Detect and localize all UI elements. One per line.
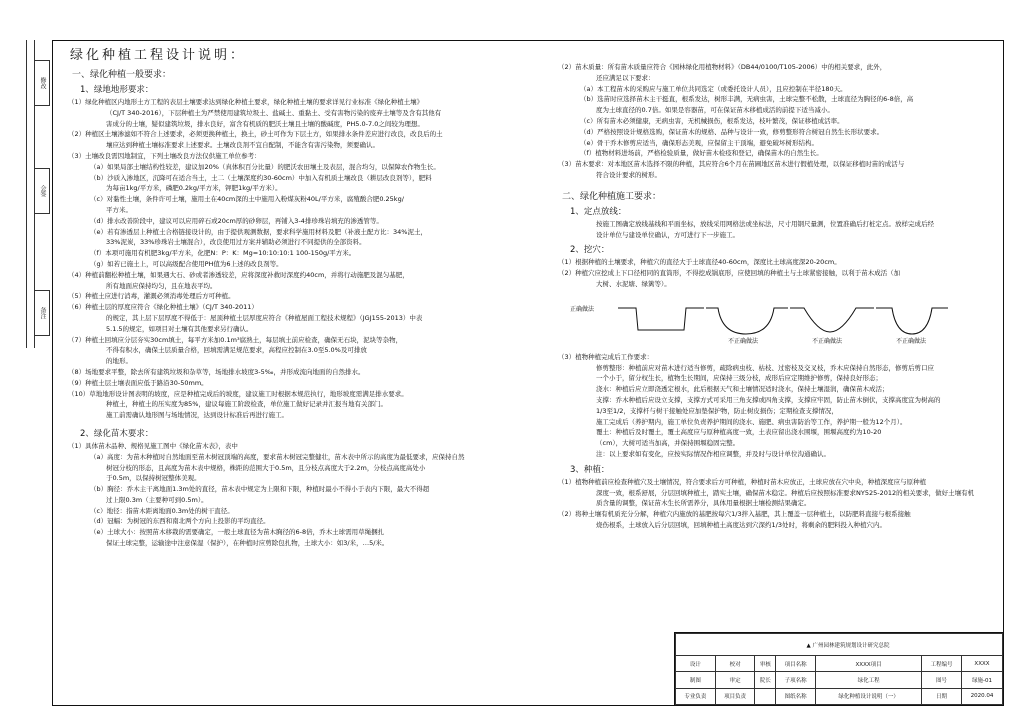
- titleblock-cell: XXXX项目: [815, 656, 921, 672]
- paragraph-line: （2）将种土壤有机质充分分解，种植穴内施放的基肥按每穴1/3拌入基肥，其上覆盖一层种植土，以防肥料直接与根系接触: [558, 510, 911, 519]
- paragraph-line: 按施工图确定放线基线和平面坐标，放线采用网格法或坐标法，尺寸用钢尺量测，位置准确后打桩定点。放样完成后经: [596, 219, 934, 228]
- binding-label-countersign: 会签: [34, 168, 50, 214]
- paragraph-line: （g）如若已施土上，可以高级配合使用PH值为6上述的改良剂等。: [90, 259, 283, 268]
- paragraph-line: （1）具体苗木品种、规格见施工图中《绿化苗木表》，表中: [68, 441, 238, 450]
- titleblock-cell: 绿施-01: [961, 672, 1002, 688]
- titleblock-row: [676, 688, 1003, 704]
- paragraph-line: 符合设计要求的树形。: [596, 170, 661, 179]
- diagram-incorrect-label: 不正确做法: [812, 337, 843, 345]
- titleblock-cell: 项目名称: [776, 656, 816, 672]
- paragraph-line: 施工前需确认地形图与场地情况，达到设计标准后再进行施工。: [106, 411, 288, 420]
- paragraph-line: （e）若有渗透层上种植土合格链接设计的，由于提供观测数据，要求科学施用材料及肥（补液土配方比：34%泥土，: [90, 227, 427, 236]
- paragraph-line: （b）选苗时应选择苗木主干挺直，根系发达，树形丰满，无病虫害，土球完整不松散，土球直径为胸径的6-8倍，高: [580, 95, 914, 104]
- paragraph-line: （cm），大树可适当加高，并保持围堰稳固完整。: [596, 439, 740, 448]
- paragraph-line: （5）种植土应进行消毒，灌溉必须消毒处理后方可种植。: [68, 292, 235, 301]
- subsection-2-3-heading: 3、种植：: [570, 464, 610, 475]
- paragraph-line: 支撑：乔木种植后应设立支撑，支撑方式可采用三角支撑或四角支撑，支撑应牢固，防止苗木倒伏，支撑高度宜为树高的: [596, 395, 941, 404]
- titleblock-cell: 工程编号: [922, 656, 962, 672]
- paragraph-line: （c）所有苗木必须健康，无病虫害，无机械损伤，根系发达，枝叶繁茂，保证移植成活率。: [580, 116, 844, 125]
- binding-line: [26, 40, 27, 348]
- subsection-2-2-heading: 2、挖穴：: [570, 245, 610, 256]
- paragraph-line: （b）胸径：乔木主干离地面1.3m处的直径，苗木表中规定为上限和下限，种植时最小不得小于表内下限，最大不得超: [90, 485, 430, 494]
- paragraph-line: （8）场地要求平整，除去所有建筑垃圾和杂草等，场地排水坡度3-5‰，并形成流向地面的自然排水。: [68, 367, 365, 376]
- paragraph-line: （e）土球大小：按照苗木移栽的需要确定，一般土球直径为苗木胸径的6-8倍，乔木土球需用草绳捆扎: [90, 528, 385, 537]
- paragraph-line: （f）植物材料进场前，严格检验质量，做好苗木检疫和登记，确保苗木的自然生长。: [580, 149, 823, 158]
- paragraph-line: （2）苗木质量：所有苗木质量应符合《园林绿化用植物材料》（DB44/0100/T105-2006）中的相关要求，此外，: [558, 63, 887, 71]
- paragraph-line: （2）种植穴应挖成上下口径相同的直筒形，不得挖成锅底形，应使回填的种植土与土球紧密接触，以利于苗木成活（加: [558, 269, 901, 278]
- section-2-heading: 二、绿化种植施工要求：: [562, 191, 662, 202]
- paragraph-line: （e）骨干乔木修剪应适当，确保形态美观，应保留主干顶端，避免破坏树形结构。: [580, 138, 818, 147]
- titleblock-cell: 绿化种植设计说明（一）: [815, 688, 921, 704]
- hole-incorrect-2: [790, 308, 874, 332]
- subsection-1-1-body: [66, 97, 546, 421]
- page-title: 绿化种植工程设计说明：: [70, 48, 247, 63]
- paragraph-line: 种植土，种植土的压实度为85%，建议每施工阶段检查，单位施工做好记录并汇报当地有关部门。: [106, 400, 387, 409]
- paragraph-line: 害成分的土壤，疑似建筑垃圾，排水良好，富含有机质的肥沃土壤且土壤的酸碱度，PH5.0-7.0之间较为理想。: [106, 119, 424, 128]
- paragraph-line: （3）苗木要求：对本地区苗木选择不限的种植，其应符合6个月在苗圃地区苗木进行假植处理，以保证移植时苗的成活与: [558, 160, 905, 169]
- paragraph-line: 树冠分枝的形态，且高度为苗木表中规格，株距的范围大于0.5m，且分枝点高度大于2.2m，分枝点高度高处小: [106, 463, 426, 472]
- subsection-1-1-heading: 1、绿地地形要求：: [80, 85, 154, 95]
- paragraph-line: 平方米。: [106, 205, 132, 214]
- paragraph-line: （7）种植土回填应分层夯实30cm填土，每平方米加0.1m³腐熟土，每层填土前应检查，确保无石块，泥块等杂物，: [68, 335, 403, 344]
- paragraph-line: （d）严格按照设计规格选购，保证苗木的规格、品种与设计一致，修剪整形符合树冠自然生长形状要求。: [580, 127, 884, 136]
- paragraph-line: 设计单位与建设单位确认，方可进行下一步施工。: [596, 230, 739, 239]
- paragraph-line: （10）草地地形设计图表明的坡度，应是种植完成后的坡度，建议施工时根据本规范执行，地形坡度需满足排水要求。: [68, 389, 408, 398]
- paragraph-line: 保证土球完整，运输途中注意保湿（保护），在种植时应剪除包扎物，土球大小：如3/米，…5/米。: [106, 539, 389, 548]
- paragraph-line: 壤应达到种植土壤标准要求上述要求。土壤改良剂不宜自配制，不能含有害污染物，须要确认。: [106, 141, 379, 150]
- titleblock-cell: 院长: [755, 672, 776, 688]
- diagram-incorrect-label: 不正确做法: [728, 337, 759, 345]
- paragraph-line: （a）如果局部土壤结构性较差，建议加20%（真体积百分比量）的肥沃农田壤土及表层，混合均匀，以保障农作物生长。: [90, 162, 440, 171]
- titleblock-cell: 审核: [755, 656, 776, 672]
- titleblock-cell: 2020.04: [961, 688, 1002, 704]
- binding-margin: [4, 40, 50, 348]
- paragraph-line: 修剪整形：种植前应对苗木进行适当修剪，疏除病虫枝、枯枝、过密枝及交叉枝，乔木应保持自然形态，修剪后剪口应: [596, 363, 934, 372]
- titleblock-cell: XXXX: [961, 656, 1002, 672]
- paragraph-line: （4）种植前翻松种植土壤，如果遇大石、砂或者渗透较差，应将深度补救时深度约40cm，并将行动施肥及混匀基肥，: [68, 270, 409, 279]
- planting-hole-svg: [556, 294, 996, 346]
- paragraph-line: （2）种植区土壤渗滤如不符合上述要求，必须更换种植土，换土，砂土可作为下层土方，如果排水条件差应进行改良，改良后的土: [68, 130, 443, 139]
- section-1-heading: 一、绿化种植一般要求：: [72, 70, 172, 80]
- titleblock-cell: 设计: [676, 656, 716, 672]
- title-block: [674, 632, 1004, 706]
- paragraph-line: （d）冠幅：为树冠的东西和南北两个方向上投影的平均直径。: [90, 517, 270, 526]
- paragraph-line: （f）本项可施用有机肥3kg/平方米，化肥N：P：K：Mg=10:10:10:1 100-150g/平方米。: [90, 249, 356, 258]
- paragraph-line: 的规定，其上层下层厚度不得低于：屋顶种植土层厚度应符合《种植屋面工程技术规程》（JGJ155-2013）中表: [106, 313, 423, 322]
- paragraph-line: 深度一致，根系舒展，分层回填种植土，踏实土壤，确保苗木稳定。种植后应按照标准要求NY525-2012的相关要求，做好土壤有机: [596, 488, 975, 497]
- titleblock-cell: 图号: [922, 672, 962, 688]
- paragraph-line: （1）根据种植的土壤要求，种植穴的直径大于土球直径40-60cm，深度比土球高度深20-20cm。: [558, 258, 841, 267]
- paragraph-line: （1）植物种植前应检查种植穴及土壤情况，符合要求后方可种植，种植时苗木应放正，土球应放在穴中央，种植深度应与原种植: [558, 477, 927, 486]
- right-column: [556, 62, 996, 531]
- paragraph-line: 33%泥炭，33%珍珠岩土壤混合），改良使用过方案并辅助必须进行不同提供的全部资料。: [106, 238, 366, 247]
- paragraph-line: 不得有积水，确保土层质量合格，回填需满足规范要求，高程应控制在3.0至5.0%及可排放: [106, 346, 367, 355]
- titleblock-cell: 校对: [715, 656, 755, 672]
- paragraph-line: （a）高度：为苗木种植时自然地面至苗木树冠顶端的高度，要求苗木树冠完整健壮，苗木表中所示的高度为最低要求，应保持自然: [90, 452, 465, 461]
- paragraph-line: （1）绿化种植区内地形土方工程的表层土壤要求达到绿化种植土要求，绿化种植土壤的要求详见行业标准《绿化种植土壤》: [68, 98, 424, 106]
- paragraph-line: （b）沙质入渗地区，沉降可在适合当土，土二（土壤深度约30-60cm）中加入有机质土壤改良（耕层改良剂等），肥料: [90, 173, 432, 182]
- subsection-2-2-body: [556, 257, 996, 289]
- company-logo-icon: ▲: [806, 642, 813, 649]
- paragraph-line: 1/3至1/2，支撑杆与树干接触处应加垫保护物，防止树皮损伤；定期检查支撑情况，: [596, 406, 838, 415]
- titleblock-row: [676, 672, 1003, 688]
- titleblock-cell: [755, 688, 776, 704]
- paragraph-line: 于0.5m，以保持树冠整体美观。: [106, 474, 201, 483]
- paragraph-line: （6）种植土层的厚度应符合《绿化种植土壤》（CJ/T 340-2011）: [68, 303, 258, 312]
- subsection-2-1-heading: 1、定点放线：: [570, 206, 627, 217]
- hole-incorrect-3: [876, 308, 948, 334]
- subsection-2-3-body: [556, 477, 996, 531]
- titleblock-cell: 绿化工程: [815, 672, 921, 688]
- diagram-correct-label: 正确做法: [570, 305, 595, 313]
- paragraph-line: 过上限0.3m（主要种可到0.5m）。: [106, 495, 208, 504]
- subsection-2-2-notes: [556, 352, 996, 460]
- paragraph-line: 所有地面应保持均匀，且在地表平均。: [106, 281, 217, 290]
- titleblock-cell: 审定: [715, 672, 755, 688]
- titleblock-cell: 制图: [676, 672, 716, 688]
- paragraph-line: 为每亩1kg/平方米，磷肥0.2kg/平方米，钾肥1kg/平方米）。: [106, 184, 282, 193]
- diagram-incorrect-label: 不正确做法: [896, 337, 927, 345]
- subsection-1-2-heading: 2、绿化苗木要求：: [80, 428, 154, 439]
- paragraph-line: 5.1.5的规定，如项目对土壤有其他要求另行确认。: [106, 324, 253, 333]
- titleblock-cell: 子项名称: [776, 672, 816, 688]
- paragraph-line: 度为土球直径的0.7倍。如果是容器苗，可在保证苗木移植成活的前提下适当减小。: [596, 106, 834, 115]
- hole-incorrect-1: [706, 308, 788, 334]
- paragraph-line: （d）排水改善阶段中，建议可以应用碎石或20cm厚的砂卵层，再铺入3-4排珍珠岩填充的渗透管等。: [90, 216, 383, 225]
- paragraph-line: 注：以上要求如有变化，应按实际情况作相应调整，并及时与设计单位沟通确认。: [596, 449, 830, 458]
- paragraph-line: 大树、水泥塘、绿篱等）。: [596, 279, 671, 288]
- paragraph-line: 的地形。: [106, 357, 132, 366]
- paragraph-line: 浇水：种植后应立即浇透定根水，此后根据天气和土壤情况适时浇水，保持土壤湿润，确保苗木成活；: [596, 385, 889, 394]
- binding-label-remark: 备注: [34, 290, 50, 336]
- planting-hole-diagram: [556, 294, 996, 346]
- titleblock-cell: 专业负责: [676, 688, 716, 704]
- seedling-quality-body: [556, 62, 996, 181]
- company-name: ▲ 广州园林建筑规划设计研究总院: [676, 634, 1003, 656]
- paragraph-line: 一个小于，留分杈生长，植物生长期间，应保持三级分枝，成形后应定期维护修剪，保持良好形态；: [596, 374, 882, 383]
- paragraph-line: 覆土：种植后及时覆土，覆土高度应与原种植高度一致，土表应留出浇水围堰，围堰高度约为10-20: [596, 428, 882, 437]
- paragraph-line: 烧伤根系，土球放入后分层回填，回填种植土高度达到穴深约1/3处时，将剩余的肥料投入种植穴内。: [596, 520, 886, 529]
- paragraph-line: （c）地径：指苗木距离地面0.3m处的树干直径。: [90, 506, 234, 515]
- subsection-1-2-body: [66, 441, 546, 549]
- paragraph-line: 质含量的调整，保证苗木生长所需养分，具体用量根据土壤检测结果确定。: [596, 499, 811, 508]
- binding-label-modify: 修改: [34, 60, 50, 106]
- left-column: [66, 44, 546, 549]
- titleblock-cell: 日期: [922, 688, 962, 704]
- subsection-2-1-body: [556, 219, 996, 241]
- paragraph-line: 还应满足以下要求：: [596, 73, 655, 82]
- hole-correct: [618, 308, 704, 330]
- paragraph-line: （3）土壤改良需因地制宜，下列土壤改良方法仅供施工单位参考：: [68, 151, 261, 160]
- titleblock-row: [676, 656, 1003, 672]
- paragraph-line: （CJ/T 340-2016），下层种植土为严禁使用建筑垃圾土、盐碱土、重黏土、受有害物污染的废弃土壤等及含有其他有: [106, 108, 442, 117]
- paragraph-line: （c）对黏性土壤，条件许可土壤，施用土在40cm深的土中施用入粉煤灰粉40L/平方米，腐殖酸合肥0.25kg/: [90, 195, 404, 204]
- paragraph-line: （a）本工程苗木的采购应与施工单位共同选定（或委托设计人员），且应控制在半径180天。: [580, 84, 847, 93]
- paragraph-line: （9）种植土层土壤表面应低于路沿30-50mm。: [68, 378, 208, 387]
- paragraph-line: （3）植物种植完成后工作要求：: [558, 352, 654, 361]
- titleblock-cell: 项目负责: [715, 688, 755, 704]
- titleblock-cell: 图纸名称: [776, 688, 816, 704]
- paragraph-line: 施工完成后（养护期内，施工单位负责养护期间的浇水、施肥、病虫害防治等工作，养护期一般为12个月）。: [596, 417, 907, 426]
